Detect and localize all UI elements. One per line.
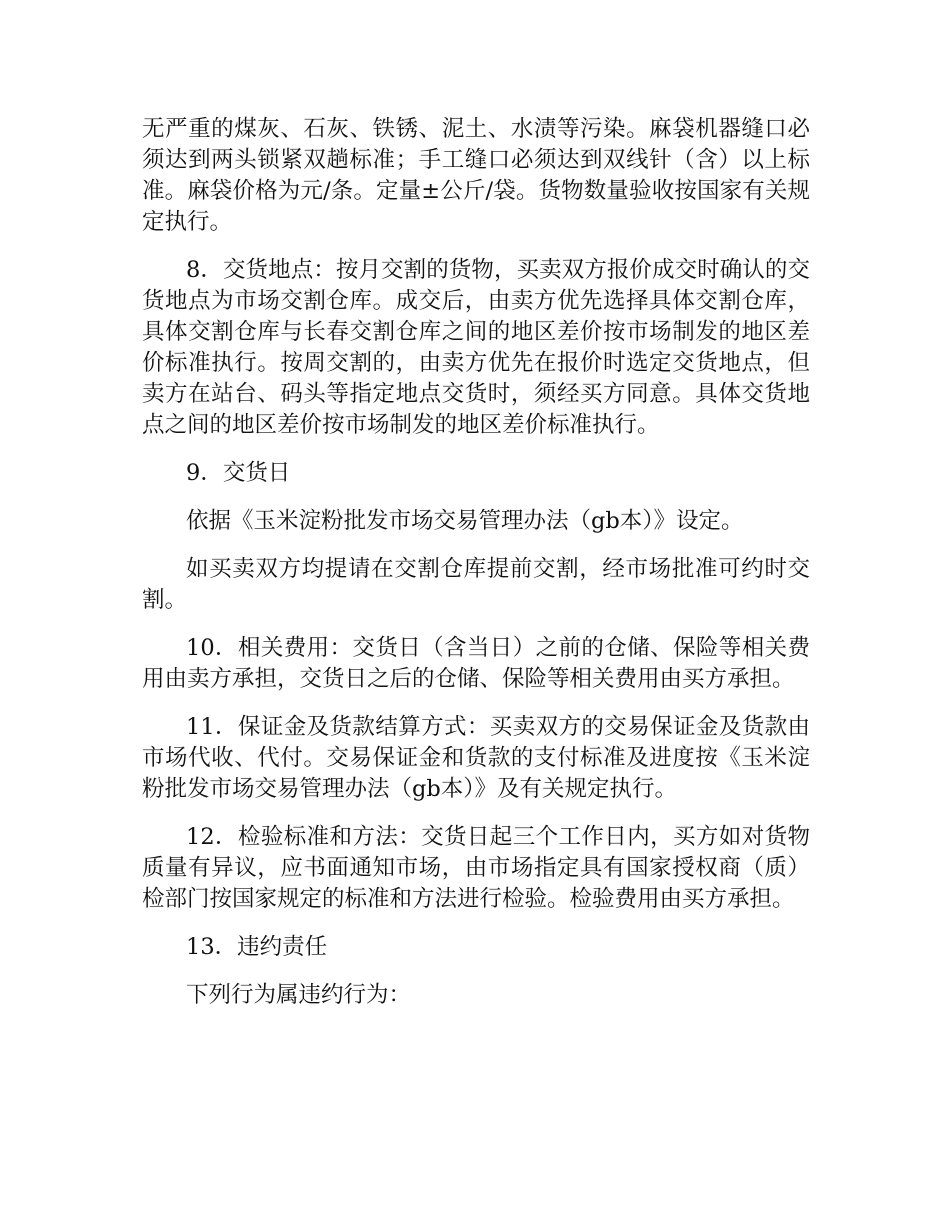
- paragraph-deposit-settlement: 11．保证金及货款结算方式：买卖双方的交易保证金及货款由市场代收、代付。交易保证金和货款的支付标准及进度按《玉米淀粉批发市场交易管理办法（gb本）》及有关规定执行。: [142, 714, 810, 802]
- paragraph-related-fees: 10．相关费用：交货日（含当日）之前的仓储、保险等相关费用由卖方承担，交货日之后的仓储、保险等相关费用由买方承担。: [142, 635, 810, 692]
- paragraph-packaging: 无严重的煤灰、石灰、铁锈、泥土、水渍等污染。麻袋机器缝口必须达到两头锁紧双趟标准；手工缝口必须达到双线针（含）以上标准。麻袋价格为元/条。定量±公斤/袋。货物数量验收按国家有关规定执行。: [142, 116, 810, 235]
- paragraph-early-delivery: 如买卖双方均提请在交割仓库提前交割，经市场批准可约时交割。: [142, 556, 810, 613]
- paragraph-inspection: 12．检验标准和方法：交货日起三个工作日内，买方如对货物质量有异议，应书面通知市场，由市场指定具有国家授权商（质）检部门按国家规定的标准和方法进行检验。检验费用由买方承担。: [142, 824, 810, 912]
- paragraph-delivery-date-basis: 依据《玉米淀粉批发市场交易管理办法（gb本）》设定。: [186, 508, 744, 534]
- heading-delivery-date: 9．交货日: [186, 460, 291, 486]
- paragraph-delivery-location: 8．交货地点：按月交割的货物，买卖双方报价成交时确认的交货地点为市场交割仓库。成交后，由卖方优先选择具体交割仓库，具体交割仓库与长春交割仓库之间的地区差价按市场制发的地区差价标准执行。按周交割的，由卖方优先在报价时选定交货地点，但卖方在站台、码头等指定地点交货时，须经买方同意。具体交货地点之间的地区差价按市场制发的地区差价标准执行。: [142, 257, 810, 438]
- paragraph-breach-list-intro: 下列行为属违约行为：: [186, 982, 412, 1008]
- document-body: [142, 114, 810, 1028]
- heading-breach-liability: 13．违约责任: [186, 934, 328, 960]
